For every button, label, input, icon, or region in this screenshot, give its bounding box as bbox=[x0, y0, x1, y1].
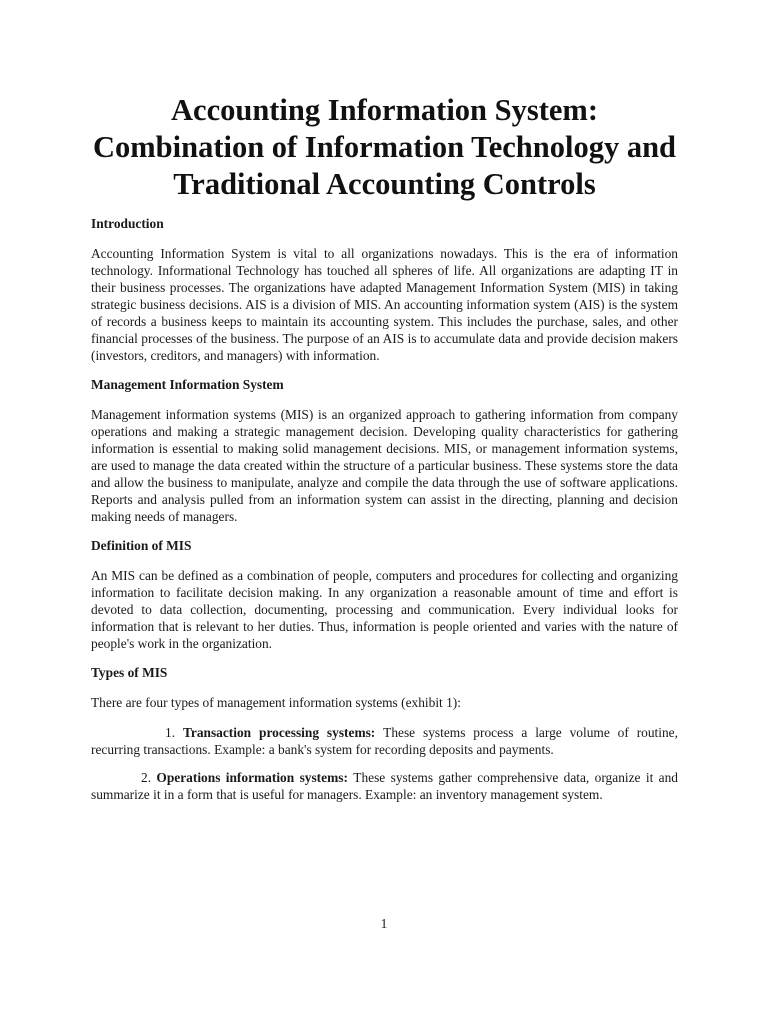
page-number: 1 bbox=[380, 916, 388, 931]
title-line-3: Traditional Accounting Controls bbox=[173, 167, 596, 201]
list-item-number: 2. bbox=[141, 770, 152, 785]
list-item-term: Operations information systems: bbox=[156, 770, 354, 785]
list-item-number: 1. bbox=[165, 725, 176, 740]
mis-paragraph: Management information systems (MIS) is an organized approach to gathering information from company operations and making a strategic management decision. Developing quality characteristics for gathering information is essential to making solid management decisions. MIS, or management information systems, are used to manage the data created within the structure of a particular business. These systems store the data and allow the business to manipulate, analyze and compile the data through the use of software applications. Reports and analysis pulled from an information system can assist in the directing, planning and decision making needs of managers. bbox=[91, 407, 678, 524]
definition-heading: Definition of MIS bbox=[91, 538, 192, 553]
document-title bbox=[71, 92, 698, 203]
title-line-1: Accounting Information System: bbox=[171, 93, 598, 127]
list-item bbox=[91, 769, 678, 803]
introduction-heading: Introduction bbox=[91, 216, 164, 231]
types-heading: Types of MIS bbox=[91, 665, 168, 680]
list-item-term: Transaction processing systems: bbox=[182, 725, 384, 740]
list-item-text: These systems gather comprehensive data, organize it and summarize it in a form that is useful for managers. Example: an inventory management system. bbox=[91, 770, 678, 802]
list-item bbox=[91, 724, 678, 758]
list-item-text: These systems process a large volume of routine, recurring transactions. Example: a bank's system for recording deposits and payments. bbox=[91, 725, 678, 757]
title-line-2: Combination of Information Technology and bbox=[93, 130, 676, 164]
definition-paragraph: An MIS can be defined as a combination of people, computers and procedures for collecting and organizing information to facilitate decision making. In any organization a reasonable amount of time and effort is devoted to data collection, documenting, processing and communication. Every individual looks for information that is relevant to her duties. Thus, information is people oriented and varies with the nature of people's work in the organization. bbox=[91, 568, 678, 651]
mis-heading: Management Information System bbox=[91, 377, 284, 392]
introduction-paragraph: Accounting Information System is vital to all organizations nowadays. This is the era of information technology. Informational Technology has touched all spheres of life. All organizations are adapting IT in their business processes. The organizations have adapted Management Information System (MIS) in taking strategic business decisions. AIS is a division of MIS. An accounting information system (AIS) is the system of records a business keeps to maintain its accounting system. This includes the purchase, sales, and other financial processes of the business. The purpose of an AIS is to accumulate data and provide decision makers (investors, creditors, and managers) with information. bbox=[91, 246, 678, 363]
document-page bbox=[91, 92, 678, 803]
types-intro: There are four types of management information systems (exhibit 1): bbox=[91, 695, 461, 710]
